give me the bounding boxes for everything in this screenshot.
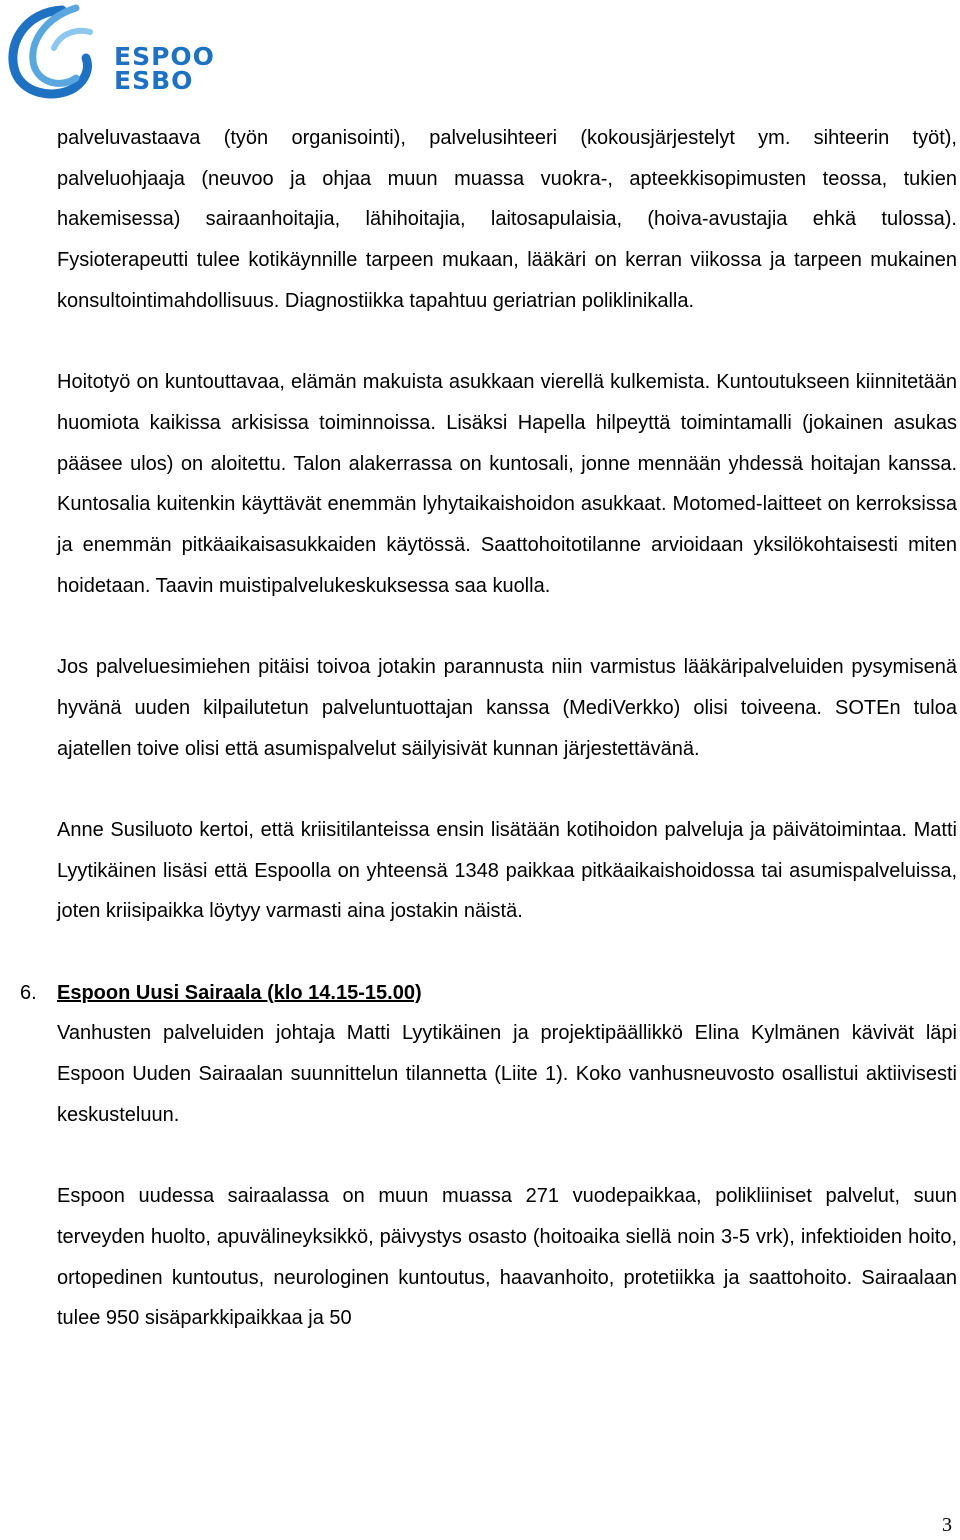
logo-text-espoo: ESPOO xyxy=(114,42,215,71)
paragraph-staff: palveluvastaava (työn organisointi), palvelusihteeri (kokousjärjestelyt ym. sihteerin työt), palveluohjaaja (neuvoo ja ohjaa muun muassa vuokra-, apteekkisopimusten teossa, tukien hakemisessa) sairaanhoitajia, lähihoitajia, laitosapulaisia, (hoiva-avustajia ehkä tulossa). Fysioterapeutti tulee kotikäynnille tarpeen mukaan, lääkäri on kerran viikossa ja tarpeen mukainen konsultointimahdollisuus. Diagnostiikka tapahtuu geriatrian poliklinikalla. xyxy=(57,127,957,312)
paragraph-crisis-places: Anne Susiluoto kertoi, että kriisitilanteissa ensin lisätään kotihoidon palveluja ja päivätoimintaa. Matti Lyytikäinen lisäsi että Espoolla on yhteensä 1348 paikkaa pitkäaikaishoidossa tai asumispalveluissa, joten kriisipaikka löytyy varmasti aina jostakin näistä. xyxy=(57,818,957,923)
paragraph-wishes: Jos palveluesimiehen pitäisi toivoa jotakin parannusta niin varmistus lääkäripalveluiden pysymisenä hyvänä uuden kilpailutetun palveluntuottajan kanssa (MediVerkko) olisi toiveena. SOTEn tuloa ajatellen toive olisi että asumispalvelut säilyisivät kunnan järjestettävänä. xyxy=(57,656,957,760)
section-title: Espoon Uusi Sairaala (klo 14.15-15.00) xyxy=(57,981,422,1004)
paragraph-rehabilitation: Hoitotyö on kuntouttavaa, elämän makuista asukkaan vierellä kulkemista. Kuntoutukseen kiinnitetään huomiota kaikissa arkisissa toiminnoissa. Lisäksi Hapella hilpeyttä toimintamalli (jokainen asukas pääsee ulos) on aloitettu. Talon alakerrassa on kuntosali, jonne mennään yhdessä hoitajan kanssa. Kuntosalia kuitenkin käyttävät enemmän lyhytaikaishoidon asukkaat. Motomed-laitteet on kerroksissa ja enemmän pitkäaikaisasukkaiden käytössä. Saattohoitotilanne arvioidaan yksilökohtaisesti miten hoidetaan. Taavin muistipalvelukeskuksessa saa kuolla. xyxy=(57,371,957,597)
section-heading xyxy=(20,973,957,1014)
espoo-esbo-logo xyxy=(4,4,215,100)
section-number: 6. xyxy=(20,981,37,1004)
paragraph-hospital-intro: Vanhusten palveluiden johtaja Matti Lyytikäinen ja projektipäällikkö Elina Kylmänen kävivät läpi Espoon Uuden Sairaalan suunnittelun tilannetta (Liite 1). Koko vanhusneuvosto osallistui aktiivisesti keskusteluun. xyxy=(57,1022,957,1126)
logo-text-esbo: ESBO xyxy=(114,66,194,95)
espoo-swirl-icon xyxy=(4,4,114,100)
document-body xyxy=(20,118,957,1339)
paragraph-hospital-services: Espoon uudessa sairaalassa on muun muassa 271 vuodepaikkaa, polikliiniset palvelut, suun terveyden huolto, apuvälineyksikkö, päivystys osasto (hoitoaika siellä noin 3-5 vrk), infektioiden hoito, ortopedinen kuntoutus, neurologinen kuntoutus, haavanhoito, protetiikka ja saattohoito. Sairaalaan tulee 950 sisäparkkipaikkaa ja 50 xyxy=(57,1185,957,1330)
page-number: 3 xyxy=(942,1514,952,1536)
